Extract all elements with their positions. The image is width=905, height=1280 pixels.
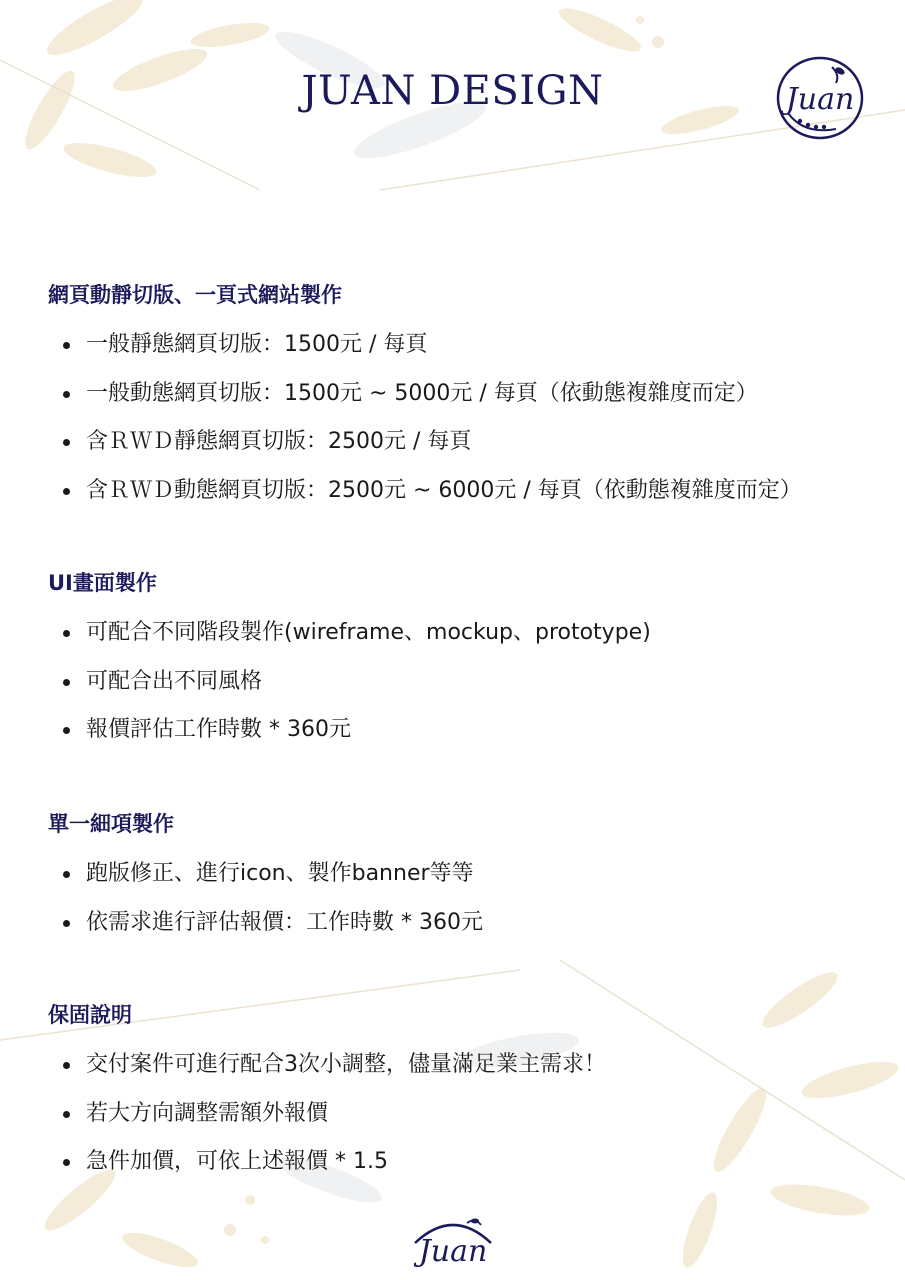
list-item: 可配合出不同風格 (48, 658, 888, 707)
list-item: 若大方向調整需額外報價 (48, 1090, 888, 1139)
list-item: 含ＲＷＤ動態網頁切版：2500元 ~ 6000元 / 每頁（依動態複雜度而定） (48, 467, 888, 516)
list-item: 一般動態網頁切版：1500元 ~ 5000元 / 每頁（依動態複雜度而定） (48, 370, 888, 419)
page-title: JUAN DESIGN (301, 68, 604, 114)
logo-text: Juan (785, 82, 855, 117)
footer-logo (407, 1213, 499, 1269)
section-warranty (48, 999, 888, 1187)
section-heading: 單一細項製作 (48, 812, 174, 836)
juan-logo (774, 55, 866, 141)
section-heading: 保固說明 (48, 1003, 132, 1027)
section-single-item (48, 808, 888, 947)
section-heading: UI畫面製作 (48, 571, 157, 595)
list-item: 含ＲＷＤ靜態網頁切版：2500元 / 每頁 (48, 418, 888, 467)
price-list (48, 1041, 888, 1187)
list-item: 交付案件可進行配合3次小調整，儘量滿足業主需求！ (48, 1041, 888, 1090)
footer-logo-text: Juan (418, 1234, 488, 1269)
list-item: 報價評估工作時數 * 360元 (48, 706, 888, 755)
list-item: 依需求進行評估報價：工作時數 * 360元 (48, 899, 888, 948)
list-item: 一般靜態網頁切版：1500元 / 每頁 (48, 321, 888, 370)
price-list (48, 321, 888, 515)
section-web-slicing (48, 279, 888, 515)
price-list (48, 609, 888, 755)
section-heading: 網頁動靜切版、一頁式網站製作 (48, 283, 342, 307)
list-item: 急件加價，可依上述報價 * 1.5 (48, 1138, 888, 1187)
list-item: 可配合不同階段製作(wireframe、mockup、prototype) (48, 609, 888, 658)
list-item: 跑版修正、進行icon、製作banner等等 (48, 850, 888, 899)
section-ui-design (48, 567, 888, 755)
price-list (48, 850, 888, 947)
